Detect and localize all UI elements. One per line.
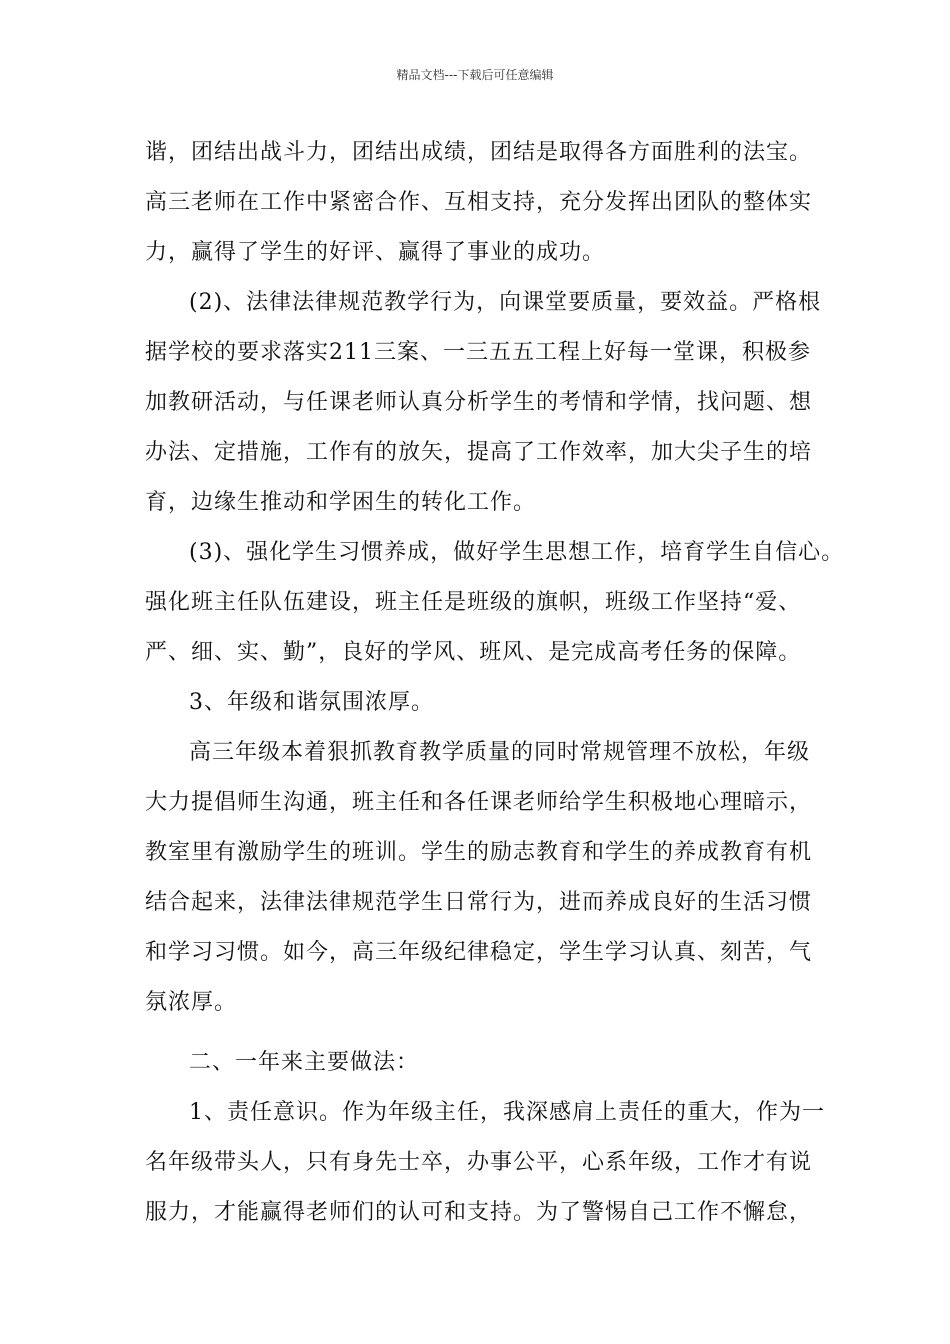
text-line: 育，边缘生推动和学困生的转化工作。 bbox=[145, 490, 537, 515]
page-header: 精品文档---下载后可任意编辑 bbox=[396, 68, 554, 82]
text-line: 教室里有激励学生的班训。学生的励志教育和学生的养成教育有机 bbox=[145, 840, 813, 865]
text-line: 名年级带头人，只有身先士卒，办事公平，心系年级，工作才有说 bbox=[145, 1150, 813, 1175]
text-line: 大力提倡师生沟通，班主任和各任课老师给学生积极地心理暗示， bbox=[145, 790, 813, 815]
text-line: 和学习习惯。如今，高三年级纪律稳定，学生学习认真、刻苦，气 bbox=[145, 940, 813, 965]
paragraph-start-line: (3)、强化学生习惯养成，做好学生思想工作，培育学生自信心。 bbox=[189, 540, 845, 565]
text-line: 服力，才能赢得老师们的认可和支持。为了警惕自己工作不懈怠， bbox=[145, 1200, 813, 1225]
paragraph-start-line: 1、责任意识。作为年级主任，我深感肩上责任的重大，作为一 bbox=[189, 1100, 825, 1125]
text-line: 谐，团结出战斗力，团结出成绩，团结是取得各方面胜利的法宝。 bbox=[145, 140, 813, 165]
text-line: 严、细、实、勤”，良好的学风、班风、是完成高考任务的保障。 bbox=[145, 640, 802, 665]
text-line: 力，赢得了学生的好评、赢得了事业的成功。 bbox=[145, 240, 606, 265]
text-line: 氛浓厚。 bbox=[145, 990, 238, 1015]
text-line: 高三老师在工作中紧密合作、互相支持，充分发挥出团队的整体实 bbox=[145, 190, 813, 215]
paragraph-start-line: 高三年级本着狠抓教育教学质量的同时常规管理不放松，年级 bbox=[189, 740, 811, 765]
text-line: 据学校的要求落实211三案、一三五五工程上好每一堂课，积极参 bbox=[145, 340, 811, 365]
text-line: 加教研活动，与任课老师认真分析学生的考情和学情，找问题、想 bbox=[145, 390, 813, 415]
text-line: 强化班主任队伍建设，班主任是班级的旗帜，班级工作坚持“爱、 bbox=[145, 590, 802, 615]
document-body bbox=[145, 128, 845, 1238]
text-line: 办法、定措施，工作有的放矢，提高了工作效率，加大尖子生的培 bbox=[145, 440, 813, 465]
paragraph-start-line: (2)、法律法律规范教学行为，向课堂要质量，要效益。严格根 bbox=[189, 290, 822, 315]
text-line: 结合起来，法律法律规范学生日常行为，进而养成良好的生活习惯 bbox=[145, 890, 813, 915]
section-heading-line: 3、年级和谐氛围浓厚。 bbox=[189, 690, 434, 715]
section-heading-line: 二、一年来主要做法： bbox=[189, 1050, 420, 1075]
